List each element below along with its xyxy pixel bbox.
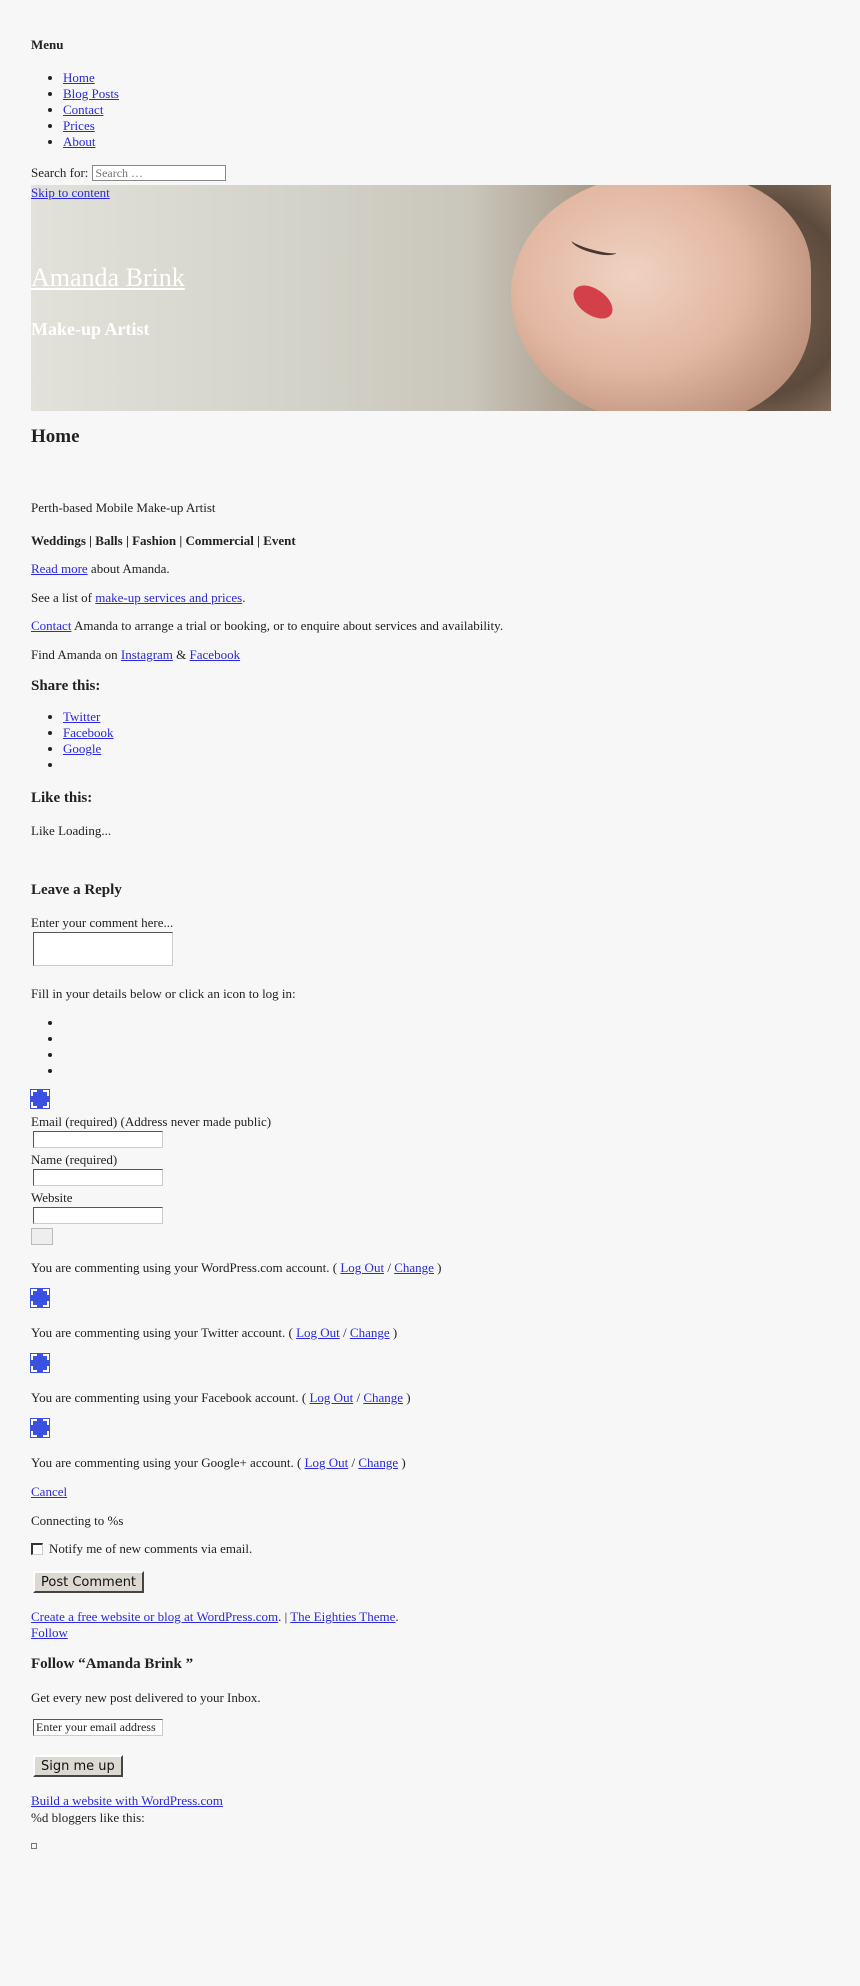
slash-text: / [348, 1455, 359, 1470]
close-paren-text: ) [403, 1390, 411, 1405]
google-account-line [31, 1455, 406, 1471]
google-logout-link[interactable]: Log Out [304, 1455, 349, 1470]
share-google-link[interactable]: Google [63, 741, 102, 756]
menu-title: Menu [31, 37, 64, 52]
sign-me-up-button[interactable]: Sign me up [33, 1755, 123, 1777]
wpcom-logout-link[interactable]: Log Out [340, 1260, 385, 1275]
twitter-logout-link[interactable]: Log Out [296, 1325, 340, 1340]
google-change-link[interactable]: Change [358, 1455, 399, 1470]
login-prompt: Fill in your details below or click an icon to log in: [31, 986, 296, 1001]
intro-text: Perth-based Mobile Make-up Artist [31, 500, 216, 515]
prices-link[interactable]: make-up services and prices [95, 590, 243, 605]
notify-row [31, 1541, 252, 1557]
facebook-page-link[interactable]: Facebook [189, 647, 241, 662]
twitter-avatar-icon [31, 1289, 49, 1307]
notify-label: Notify me of new comments via email. [49, 1541, 253, 1556]
comment-placeholder-label: Enter your comment here... [31, 915, 174, 930]
wordpress-com-link[interactable]: Create a free website or blog at WordPress.com [31, 1609, 279, 1624]
prices-suffix: . [242, 590, 246, 605]
email-label: Email (required) (Address never made public) [31, 1114, 272, 1129]
facebook-change-link[interactable]: Change [363, 1390, 404, 1405]
build-website-link[interactable]: Build a website with WordPress.com [31, 1793, 223, 1808]
slash-text: / [384, 1260, 395, 1275]
facebook-account-text: You are commenting using your Facebook account. ( [31, 1390, 310, 1405]
read-more-text: about Amanda. [87, 561, 170, 576]
twitter-account-line [31, 1325, 397, 1341]
menu-link-home[interactable]: Home [63, 70, 95, 85]
social-paragraph [31, 647, 240, 663]
page-title: Home [31, 426, 80, 447]
leave-reply-heading: Leave a Reply [31, 882, 122, 898]
close-paren-text: ) [433, 1260, 442, 1275]
follow-email-input[interactable]: Enter your email address [33, 1719, 163, 1736]
share-item-facebook [63, 725, 114, 741]
menu-item-home [63, 70, 119, 86]
connecting-text: Connecting to %s [31, 1513, 124, 1528]
site-title-link[interactable]: Amanda Brink [31, 263, 185, 292]
login-icons-list [31, 1015, 63, 1079]
menu-item-about [63, 134, 119, 150]
find-prefix: Find Amanda on [31, 647, 121, 662]
google-avatar-icon [31, 1419, 49, 1437]
menu-item-blog-posts [63, 86, 119, 102]
wpcom-change-link[interactable]: Change [394, 1260, 434, 1275]
post-comment-button[interactable]: Post Comment [33, 1571, 144, 1593]
instagram-link[interactable]: Instagram [120, 647, 173, 662]
slash-text: / [339, 1325, 350, 1340]
site-tagline: Make-up Artist [31, 319, 150, 339]
share-list [31, 709, 114, 773]
share-twitter-link[interactable]: Twitter [63, 709, 101, 724]
banner-photo-face [511, 185, 811, 411]
find-and: & [172, 647, 190, 662]
wpcom-account-text: You are commenting using your WordPress.com account. ( [31, 1260, 341, 1275]
menu-link-blog-posts[interactable]: Blog Posts [63, 86, 119, 101]
search-input[interactable] [92, 165, 226, 181]
google-account-text: You are commenting using your Google+ account. ( [31, 1455, 305, 1470]
footer-separator: . | [278, 1609, 291, 1624]
gravatar-icon [31, 1090, 49, 1108]
menu-link-prices[interactable]: Prices [63, 118, 95, 133]
comment-textarea[interactable] [33, 932, 173, 966]
menu-link-about[interactable]: About [63, 134, 96, 149]
share-item-google [63, 741, 114, 757]
facebook-avatar-icon [31, 1354, 49, 1372]
header-banner [31, 185, 831, 411]
follow-heading: Follow “Amanda Brink ” [31, 1656, 194, 1672]
contact-text: Amanda to arrange a trial or booking, or to enquire about services and availability. [71, 618, 504, 633]
notify-checkbox[interactable] [31, 1543, 43, 1555]
prices-prefix: See a list of [31, 590, 96, 605]
main-menu [31, 70, 119, 150]
details-submit-box[interactable] [31, 1228, 53, 1245]
email-field[interactable] [33, 1131, 163, 1148]
services-line: Weddings | Balls | Fashion | Commercial | Event [31, 533, 296, 548]
read-more-link[interactable]: Read more [31, 561, 88, 576]
twitter-change-link[interactable]: Change [349, 1325, 390, 1340]
footer-credit [31, 1609, 399, 1625]
website-label: Website [31, 1190, 73, 1205]
read-more-paragraph [31, 561, 170, 577]
share-item-twitter [63, 709, 114, 725]
follow-link[interactable]: Follow [31, 1625, 68, 1640]
twitter-account-text: You are commenting using your Twitter account. ( [31, 1325, 297, 1340]
facebook-account-line [31, 1390, 411, 1406]
follow-description: Get every new post delivered to your Inbox. [31, 1690, 261, 1705]
share-item-empty [63, 757, 114, 773]
contact-paragraph [31, 618, 503, 634]
name-field[interactable] [33, 1169, 163, 1186]
search-form [31, 165, 226, 181]
slash-text: / [353, 1390, 364, 1405]
contact-link[interactable]: Contact [31, 618, 72, 633]
bloggers-like-text: %d bloggers like this: [31, 1810, 145, 1825]
close-paren-text: ) [389, 1325, 398, 1340]
menu-item-contact [63, 102, 119, 118]
cancel-reply-link[interactable]: Cancel [31, 1484, 68, 1499]
like-heading: Like this: [31, 790, 93, 806]
search-label: Search for: [31, 165, 89, 180]
tracking-pixel [31, 1843, 37, 1849]
website-field[interactable] [33, 1207, 163, 1224]
footer-theme-suffix: . [395, 1609, 399, 1624]
like-loading-text: Like Loading... [31, 823, 112, 838]
prices-paragraph [31, 590, 245, 606]
name-label: Name (required) [31, 1152, 118, 1167]
wpcom-account-line [31, 1260, 442, 1276]
skip-to-content-link[interactable]: Skip to content [31, 185, 110, 200]
theme-link[interactable]: The Eighties Theme [290, 1609, 396, 1624]
share-heading: Share this: [31, 678, 101, 694]
menu-link-contact[interactable]: Contact [63, 102, 104, 117]
share-facebook-link[interactable]: Facebook [63, 725, 114, 740]
close-paren-text: ) [398, 1455, 406, 1470]
facebook-logout-link[interactable]: Log Out [309, 1390, 354, 1405]
menu-item-prices [63, 118, 119, 134]
